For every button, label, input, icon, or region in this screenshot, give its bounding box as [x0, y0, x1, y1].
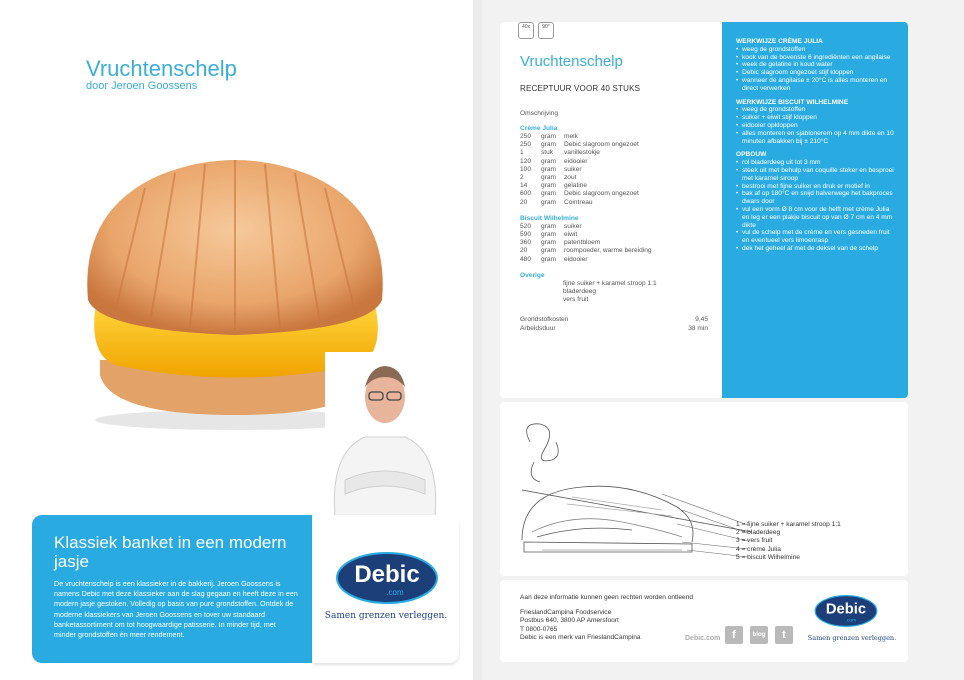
address-line: Debic is een merk van FrieslandCampina	[520, 633, 641, 641]
logo-box	[313, 515, 459, 663]
method-list	[736, 46, 896, 93]
logo-com: .com	[386, 588, 404, 597]
ingredient-row: 250 gram melk	[520, 133, 578, 140]
section-heading: Biscuit Wilhelmine	[520, 214, 579, 222]
portion-label: 40x	[521, 24, 531, 30]
logo-text: Debic	[825, 601, 867, 618]
method-step: • weeg de grondstoffen	[736, 106, 896, 114]
ingredient-row: 20 gram Cointreau	[520, 198, 593, 206]
cost-row: Grondstofkosten 9,45	[520, 316, 708, 324]
method-step: • vul de schelp met de crème en vers gesneden fruit en eventueel vers limoenrasp	[736, 229, 896, 245]
diagram-legend	[736, 521, 841, 562]
address-line: T 0800-0765	[520, 625, 558, 633]
page-subtitle: door Jeroen Goossens	[86, 80, 198, 92]
method-step: • vul een vorm Ø 8 cm voor de helft met crème Julia en leg er een plakje biscuit op van Ø 7 cm en 4 mm dikte	[736, 206, 896, 229]
method-step: • suiker + eiwit stijf kloppen	[736, 114, 896, 122]
ingredient-row: 20 gram roompoeder, warme bereiding	[520, 247, 652, 255]
other-item: fijne suiker + karamel stroop 1:1	[563, 279, 657, 287]
address-block	[520, 609, 641, 642]
ingredient-row: 14 gram gelatine	[520, 182, 588, 190]
temperature-icon	[538, 22, 554, 39]
method-step: • kook van de bovenste 6 ingrediënten een angilaise	[736, 54, 896, 62]
diagram-card	[500, 402, 908, 576]
badges	[518, 22, 554, 39]
method-step: • eidooier opkloppen	[736, 122, 896, 130]
method-step: • bak af op 180°C en snijd halverwege het bakproces dwars door	[736, 190, 896, 206]
cross-section-drawing	[512, 412, 762, 572]
method-step: • weeg de grondstoffen	[736, 46, 896, 54]
ingredient-row: 1 stuk vanillestokje	[520, 149, 600, 157]
ingredient-row: 600 gram Debic slagroom ongezoet	[520, 190, 639, 198]
recipe-column	[500, 22, 722, 398]
recipe-card	[500, 22, 908, 398]
other-item: bladerdeeg	[563, 288, 596, 296]
ingredient-row: 520 gram suiker	[520, 222, 582, 230]
page-title: Vruchtenschelp	[86, 56, 237, 81]
recipe-subtitle: RECEPTUUR VOOR 40 STUKS	[520, 84, 641, 93]
method-heading: WERKWIJZE CRÈME JULIA	[736, 38, 823, 45]
method-step: • wanneer de angilaise ± 20°C is alles monteren en direct verwerken	[736, 77, 896, 93]
logo-text: Debic	[354, 561, 420, 588]
method-column	[722, 22, 908, 398]
description-header: Omschrijving	[520, 110, 559, 117]
tagline-small: Samen grenzen verleggen.	[807, 634, 897, 642]
left-page	[0, 0, 473, 680]
ingredient-row: 2 gram zout	[520, 174, 577, 182]
method-step: • week de gelatine in koud water	[736, 61, 896, 69]
ingredient-row: 360 gram patentbloem	[520, 239, 601, 247]
website-link[interactable]: Debic.com	[685, 635, 721, 642]
legend-item: 5 = biscuit Wilhelmine	[736, 553, 800, 561]
promo-box	[32, 515, 312, 663]
ingredient-row: 590 gram eiwit	[520, 231, 578, 239]
temperature-label: 90°	[542, 24, 550, 30]
section-heading: Overige	[520, 271, 545, 279]
logo-com: .com	[845, 618, 857, 624]
ingredient-row: 120 gram eidooier	[520, 157, 588, 165]
method-list	[736, 159, 896, 253]
promo-text: De vruchtenschelp is een klassieker in de bakkerij. Jeroen Goossens is namens Debic met deze klassieker aan de slag gegaan en heeft deze in een modern jasje gestoken. Volledig op basis van pure grondstoffen. Ontdek de moderne klassiekers van Jeroen Goossens en tover uw standaard banketassortiment om tot hoogwaardige patisserie. In minder tijd, met minder grondstoffen én meer rendement.	[54, 579, 298, 640]
debic-logo-small	[814, 594, 878, 628]
recipe-title: Vruchtenschelp	[520, 53, 623, 70]
legend-item: 2 = bladerdeeg	[736, 529, 781, 537]
promo-heading: Klassiek banket in een modern jasje	[54, 533, 287, 571]
legend-item: 3 = vers fruit	[736, 537, 773, 545]
address-line: Postbus 640, 3800 AP Amersfoort	[520, 617, 619, 625]
other-item: vers fruit	[563, 296, 589, 304]
portion-icon	[518, 22, 534, 39]
blog-icon[interactable]: blog	[750, 626, 768, 644]
method-heading: WERKWIJZE BISCUIT WILHELMINE	[736, 98, 849, 106]
duration-row: Arbeidsduur 38 min	[520, 324, 708, 332]
twitter-icon[interactable]: t	[775, 626, 793, 644]
legend-item: 4 = crème Julia	[736, 545, 781, 553]
method-step: • steek uit met behulp van coquille steker en besproei met karamel siroop	[736, 167, 896, 183]
ingredient-row: 250 gram Debic slagroom ongezoet	[520, 141, 639, 149]
ingredient-row: 480 gram eidooier	[520, 255, 588, 263]
method-heading: OPBOUW	[736, 151, 767, 159]
method-step: • rol bladerdeeg uit tot 3 mm	[736, 159, 896, 167]
facebook-icon[interactable]: f	[725, 626, 743, 644]
chef-photo	[325, 352, 445, 516]
method-step: • dek het geheel af met de deksel van de schelp	[736, 245, 896, 253]
ingredients-list	[520, 110, 708, 333]
section-heading: Crème Julia	[520, 125, 558, 132]
tagline: Samen grenzen verleggen.	[324, 611, 448, 621]
legend-item: 1 = fijne suiker + karamel stroop 1:1	[736, 521, 841, 528]
method-step: • Debic slagroom ongezoet stijf kloppen	[736, 69, 896, 77]
footer-card	[500, 580, 908, 662]
debic-logo	[335, 551, 439, 605]
method-step: • bestrooi met fijne suiker en druk er motief in	[736, 183, 896, 191]
method-step: • alles monteren en sjablonerem op 4 mm dikte en 10 minuten afbakken bij ± 210°C	[736, 130, 896, 146]
address-line: FrieslandCampina Foodservice	[520, 609, 612, 616]
disclaimer: Aan deze informatie kunnen geen rechten worden ontleend	[520, 594, 694, 601]
method-list	[736, 106, 896, 145]
ingredient-row: 100 gram suiker	[520, 165, 582, 173]
